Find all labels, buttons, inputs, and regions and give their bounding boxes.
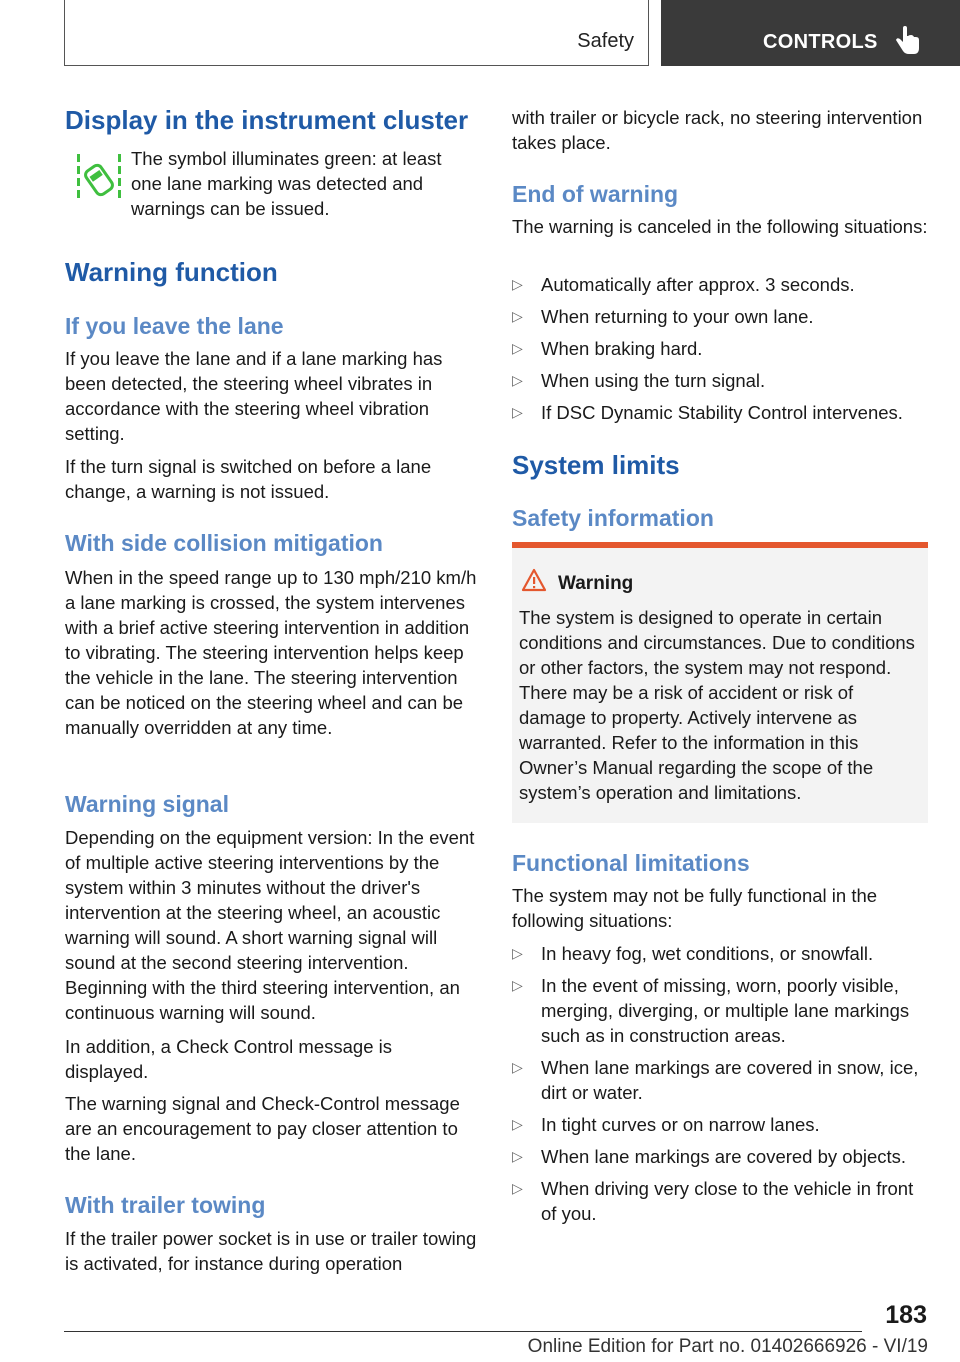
edition-text: Online Edition for Part no. 01402666926 - VI/19 [527,1336,928,1357]
leave-lane-paragraph-1: If you leave the lane and if a lane marking has been detected, the steering wheel vibrates in accordance with the steering wheel vibration setting. [65,348,443,444]
list-item: ▷ In heavy fog, wet conditions, or snowfall. [512,941,928,966]
display-symbol-row [65,146,477,221]
functional-limitations-paragraph: The system may not be fully functional in the following situations: [512,885,878,931]
list-item: ▷ When using the turn signal. [512,368,928,393]
heading-trailer-towing: With trailer towing [65,1192,266,1218]
list-item: ▷ Automatically after approx. 3 seconds. [512,272,928,297]
end-of-warning-list [512,272,928,425]
header-section-label: Safety [577,30,634,52]
warning-signal-paragraph-2: In addition, a Check Control message is displayed. [65,1036,393,1082]
list-item: ▷ When braking hard. [512,336,928,361]
heading-warning-signal: Warning signal [65,791,229,817]
end-of-warning-paragraph: The warning is canceled in the following situations: [512,216,928,237]
heading-functional-limitations: Functional limitations [512,850,750,876]
heading-leave-lane: If you leave the lane [65,313,284,339]
leave-lane-paragraph-2: If the turn signal is switched on before a lane change, a warning is not issued. [65,456,432,502]
heading-warning-function: Warning function [65,257,278,287]
page-number: 183 [885,1301,927,1329]
trailer-towing-paragraph: If the trailer power socket is in use or trailer towing is activated, for instance during operation [65,1228,477,1274]
heading-safety-information: Safety information [512,505,714,531]
side-collision-paragraph: When in the speed range up to 130 mph/210 km/h a lane marking is crossed, the system intervenes with a brief active steering intervention in addition to vibrating. The steering intervention helps keep the vehicle in the lane. The steering intervention can be noticed on the steering wheel and can be manually overridden at any time. [65,567,477,738]
warning-title: Warning [558,573,634,594]
trailer-towing-continued: with trailer or bicycle rack, no steering intervention takes place. [512,107,923,153]
heading-system-limits: System limits [512,450,680,480]
header-chapter-tab [661,0,960,66]
list-item: ▷ When returning to your own lane. [512,304,928,329]
list-item: ▷ When lane markings are covered in snow, ice, dirt or water. [512,1055,928,1105]
heading-display-cluster: Display in the instrument cluster [65,105,469,135]
list-item: ▷ When lane markings are covered by objects. [512,1144,928,1169]
hand-pointer-icon [894,26,922,56]
warning-text: The system is designed to operate in certain conditions and circumstances. Due to conditions or other factors, the system may not respond. There may be a risk of accident or risk of damage to property. Actively intervene as warranted. Refer to the information in this Owner’s Manual regarding the scope of the system’s operation and limitations. [519,607,915,803]
header-chapter-label: CONTROLS [763,31,878,53]
warning-box [512,542,928,823]
warning-triangle-icon [521,568,547,592]
list-item: ▷ In tight curves or on narrow lanes. [512,1112,928,1137]
heading-end-of-warning: End of warning [512,181,679,207]
functional-limitations-list [512,941,928,1226]
warning-signal-paragraph-1: Depending on the equipment version: In the event of multiple active steering interventions by the system within 3 minutes without the driver's intervention at the steering wheel, an acoustic warning will sound. A short warning signal will sound at the second steering intervention. Beginning with the third steering intervention, an continuous warning will sound. [65,827,475,1023]
heading-side-collision: With side collision mitigation [65,530,383,556]
list-item: ▷ If DSC Dynamic Stability Control intervenes. [512,400,928,425]
lane-departure-icon [65,146,131,212]
footer-divider [64,1331,862,1332]
list-item: ▷ When driving very close to the vehicle in front of you. [512,1176,928,1226]
warning-signal-paragraph-3: The warning signal and Check-Control message are an encouragement to pay closer attention to the lane. [65,1093,460,1164]
list-item: ▷ In the event of missing, worn, poorly visible, merging, diverging, or multiple lane markings such as in construction areas. [512,973,928,1048]
display-symbol-text: The symbol illuminates green: at least one lane marking was detected and warnings can be issued. [131,148,442,219]
header-section-tab [64,0,649,66]
